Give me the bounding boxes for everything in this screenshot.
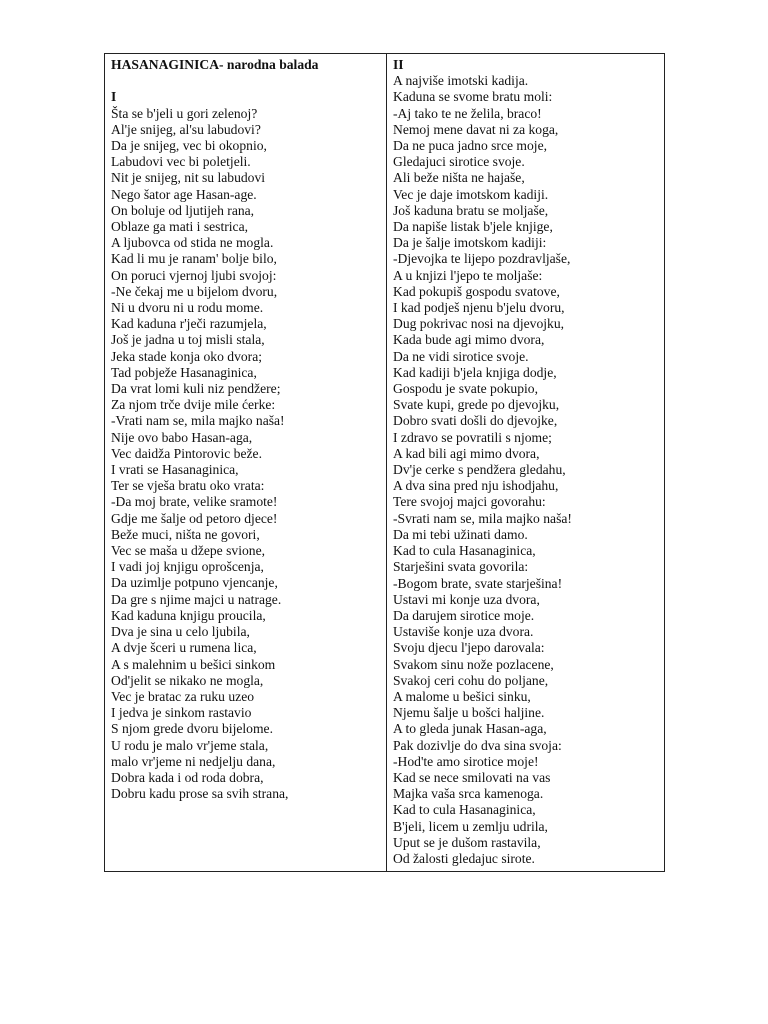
verse-line: Šta se b'jeli u gori zelenoj? <box>111 105 258 121</box>
verse-line: Dobru kadu prose sa svih strana, <box>111 786 289 802</box>
verse-line: -Djevojka te lijepo pozdravljaše, <box>393 251 571 267</box>
verse-line: On boluje od ljutijeh rana, <box>111 202 255 218</box>
verse-line: Pak dozivlje do dva sina svoja: <box>393 737 562 753</box>
right-verse-lines <box>393 73 664 867</box>
verse-line: Jeka stade konja oko dvora; <box>111 348 262 364</box>
verse-line: A dvje šceri u rumena lica, <box>111 640 257 656</box>
verse-line: Ustavi mi konje uza dvora, <box>393 591 540 607</box>
verse-line: Svakoj ceri cohu do poljane, <box>393 672 549 688</box>
verse-line: Ter se vješa bratu oko vrata: <box>111 478 265 494</box>
verse-line: Starješini svata govorila: <box>393 559 529 575</box>
verse-line: Kada bude agi mimo dvora, <box>393 332 545 348</box>
verse-line: Tad pobježe Hasanaginica, <box>111 364 257 380</box>
verse-line: Kad to cula Hasanaginica, <box>393 802 536 818</box>
verse-line: -Svrati nam se, mila majko naša! <box>393 510 572 526</box>
verse-line: Kad kaduna knjigu proucila, <box>111 607 266 623</box>
verse-line: Vec je bratac za ruku uzeo <box>111 688 255 704</box>
verse-line: A to gleda junak Hasan-aga, <box>393 721 547 737</box>
verse-line: U rodu je malo vr'jeme stala, <box>111 737 269 753</box>
verse-line: I vadi joj knjigu oprošcenja, <box>111 559 264 575</box>
verse-line: Da mi tebi užinati damo. <box>393 526 528 542</box>
verse-line: I jedva je sinkom rastavio <box>111 705 252 721</box>
verse-line: A kad bili agi mimo dvora, <box>393 445 540 461</box>
verse-line: -Bogom brate, svate starješina! <box>393 575 563 591</box>
verse-line: I kad podješ njenu b'jelu dvoru, <box>393 300 565 316</box>
verse-line: A s malehnim u bešici sinkom <box>111 656 276 672</box>
verse-line: Kad pokupiš gospodu svatove, <box>393 283 560 299</box>
verse-line: malo vr'jeme ni nedjelju dana, <box>111 753 276 769</box>
verse-line: A malome u bešici sinku, <box>393 688 531 704</box>
verse-line: Da je šalje imotskom kadiji: <box>393 235 547 251</box>
left-verse-lines <box>111 106 386 803</box>
verse-line: Kaduna se svome bratu moli: <box>393 89 553 105</box>
verse-line: Labudovi vec bi poletjeli. <box>111 154 251 170</box>
verse-line: Od žalosti gledajuc sirote. <box>393 850 535 866</box>
blank-line <box>111 73 386 89</box>
verse-line: S njom grede dvoru bijelome. <box>111 721 273 737</box>
verse-line: Svate kupi, grede po djevojku, <box>393 397 560 413</box>
verse-line: Da vrat lomi kuli niz pendžere; <box>111 381 281 397</box>
verse-line: Gdje me šalje od petoro djece! <box>111 510 278 526</box>
verse-line: Dva je sina u celo ljubila, <box>111 624 250 640</box>
verse-line: Njemu šalje u bošci haljine. <box>393 705 545 721</box>
verse-line: A dva sina pred nju ishodjahu, <box>393 478 559 494</box>
verse-line: Nije ovo babo Hasan-aga, <box>111 429 253 445</box>
verse-line: Još kaduna bratu se moljaše, <box>393 202 549 218</box>
verse-line: Dv'je cerke s pendžera gledahu, <box>393 462 566 478</box>
verse-line: Da ne vidi sirotice svoje. <box>393 348 529 364</box>
verse-line: I vrati se Hasanaginica, <box>111 462 239 478</box>
right-column <box>387 54 664 871</box>
verse-line: -Ne čekaj me u bijelom dvoru, <box>111 283 278 299</box>
verse-line: -Aj tako te ne želila, braco! <box>393 105 542 121</box>
verse-line: Beže muci, ništa ne govori, <box>111 526 260 542</box>
section-heading-ii: II <box>393 57 404 72</box>
verse-line: Oblaze ga mati i sestrica, <box>111 219 249 235</box>
verse-line: -Da moj brate, velike sramote! <box>111 494 278 510</box>
verse-line: Kad kadiji b'jela knjiga dodje, <box>393 364 557 380</box>
verse-line: Uput se je dušom rastavila, <box>393 834 541 850</box>
poem-title: HASANAGINICA- narodna balada <box>111 57 319 72</box>
verse-line: A najviše imotski kadija. <box>393 73 529 89</box>
verse-line: Da ne puca jadno srce moje, <box>393 138 547 154</box>
verse-line: Nit je snijeg, nit su labudovi <box>111 170 266 186</box>
verse-line: -Hod'te amo sirotice moje! <box>393 753 539 769</box>
verse-line: Svakom sinu nože pozlacene, <box>393 656 554 672</box>
verse-line: Dobro svati došli do djevojke, <box>393 413 558 429</box>
verse-line: Majka vaša srca kamenoga. <box>393 786 544 802</box>
verse-line: Dobra kada i od roda dobra, <box>111 769 264 785</box>
verse-line: Da uzimlje potpuno vjencanje, <box>111 575 278 591</box>
verse-line: Nego šator age Hasan-age. <box>111 186 257 202</box>
verse-line: Gospodu je svate pokupio, <box>393 381 538 397</box>
poem-table <box>104 53 665 872</box>
verse-line: Kad kaduna r'ječi razumjela, <box>111 316 267 332</box>
verse-line: Da napiše listak b'jele knjige, <box>393 219 553 235</box>
verse-line: Za njom trče dvije mile ćerke: <box>111 397 276 413</box>
verse-line: Kad li mu je ranam' bolje bilo, <box>111 251 277 267</box>
verse-line: Da je snijeg, vec bi okopnio, <box>111 138 267 153</box>
verse-line: I zdravo se povratili s njome; <box>393 429 552 445</box>
section-heading-i: I <box>111 89 117 105</box>
verse-line: B'jeli, licem u zemlju udrila, <box>393 818 548 834</box>
verse-line: Nemoj mene davat ni za koga, <box>393 121 559 137</box>
verse-line: Vec se maša u džepe svione, <box>111 543 266 559</box>
verse-line: Ali beže ništa ne hajaše, <box>393 170 525 186</box>
verse-line: Ni u dvoru ni u rodu mome. <box>111 300 264 316</box>
verse-line: Tere svojoj majci govorahu: <box>393 494 546 510</box>
verse-line: Svoju djecu l'jepo darovala: <box>393 640 545 656</box>
verse-line: Da gre s njime majci u natrage. <box>111 591 282 607</box>
verse-line: A ljubovca od stida ne mogla. <box>111 235 274 251</box>
verse-line: Vec je daje imotskom kadiji. <box>393 186 549 202</box>
verse-line: Gledajuci sirotice svoje. <box>393 154 525 170</box>
verse-line: Još je jadna u toj misli stala, <box>111 332 265 348</box>
verse-line: Vec daidža Pintorovic beže. <box>111 445 262 461</box>
left-column <box>105 54 387 871</box>
verse-line: On poruci vjernoj ljubi svojoj: <box>111 267 277 283</box>
verse-line: Dug pokrivac nosi na djevojku, <box>393 316 565 332</box>
verse-line: Al'je snijeg, al'su labudovi? <box>111 121 261 137</box>
verse-line: Kad to cula Hasanaginica, <box>393 543 536 559</box>
verse-line: Od'jelit se nikako ne mogla, <box>111 672 264 688</box>
verse-line: A u knjizi l'jepo te moljaše: <box>393 267 543 283</box>
verse-line: Da darujem sirotice moje. <box>393 607 535 623</box>
verse-line: -Vrati nam se, mila majko naša! <box>111 413 285 429</box>
verse-line: Ustaviše konje uza dvora. <box>393 624 534 640</box>
verse-line: Kad se nece smilovati na vas <box>393 769 551 785</box>
